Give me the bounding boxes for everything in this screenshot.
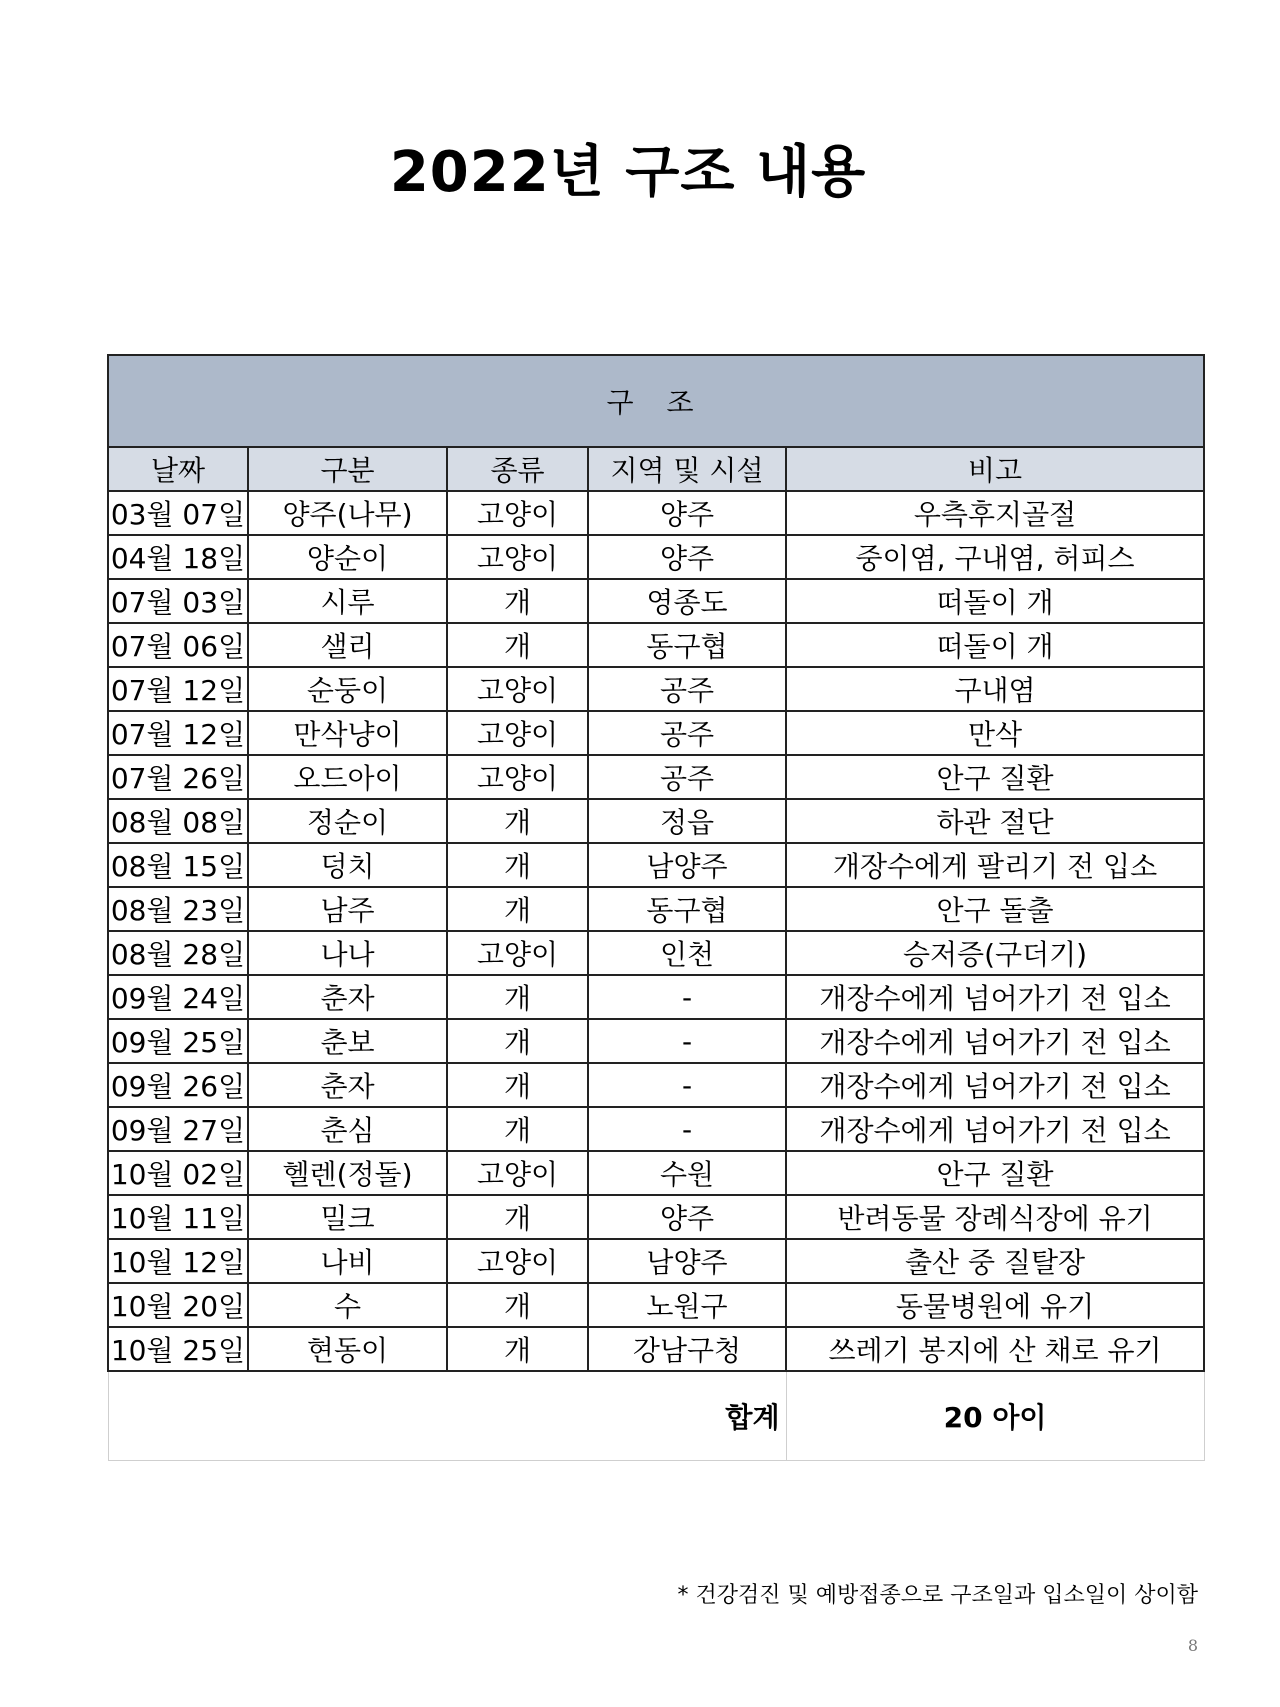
cell-location: 양주 — [588, 535, 786, 579]
cell-location: 양주 — [588, 491, 786, 535]
cell-note: 승저증(구더기) — [786, 931, 1204, 975]
table-section-title: 구 조 — [108, 355, 1204, 447]
column-header-location: 지역 및 시설 — [588, 447, 786, 491]
cell-note: 개장수에게 넘어가기 전 입소 — [786, 1063, 1204, 1107]
page-title: 2022년 구조 내용 — [389, 140, 867, 205]
cell-species: 고양이 — [447, 1151, 588, 1195]
cell-note: 개장수에게 팔리기 전 입소 — [786, 843, 1204, 887]
cell-note: 떠돌이 개 — [786, 579, 1204, 623]
cell-name: 양주(나무) — [248, 491, 447, 535]
cell-date: 10월 02일 — [108, 1151, 248, 1195]
cell-note: 개장수에게 넘어가기 전 입소 — [786, 975, 1204, 1019]
cell-date: 10월 25일 — [108, 1327, 248, 1371]
cell-location: 인천 — [588, 931, 786, 975]
cell-date: 08월 08일 — [108, 799, 248, 843]
cell-location: 공주 — [588, 755, 786, 799]
cell-name: 춘보 — [248, 1019, 447, 1063]
cell-name: 오드아이 — [248, 755, 447, 799]
cell-species: 개 — [447, 975, 588, 1019]
column-header-note: 비고 — [786, 447, 1204, 491]
cell-species: 개 — [447, 1063, 588, 1107]
cell-date: 08월 23일 — [108, 887, 248, 931]
table-row — [108, 975, 1204, 1019]
cell-name: 양순이 — [248, 535, 447, 579]
cell-location: 동구협 — [588, 623, 786, 667]
cell-name: 정순이 — [248, 799, 447, 843]
table-row — [108, 535, 1204, 579]
cell-note: 출산 중 질탈장 — [786, 1239, 1204, 1283]
cell-species: 고양이 — [447, 1239, 588, 1283]
cell-species: 개 — [447, 1107, 588, 1151]
table-row — [108, 1107, 1204, 1151]
cell-date: 09월 26일 — [108, 1063, 248, 1107]
table-row — [108, 1283, 1204, 1327]
cell-species: 개 — [447, 623, 588, 667]
page-number: 8 — [1187, 1636, 1198, 1655]
cell-note: 중이염, 구내염, 허피스 — [786, 535, 1204, 579]
cell-note: 안구 질환 — [786, 755, 1204, 799]
cell-species: 개 — [447, 1195, 588, 1239]
cell-location: 양주 — [588, 1195, 786, 1239]
cell-name: 만삭냥이 — [248, 711, 447, 755]
cell-species: 고양이 — [447, 535, 588, 579]
table-row — [108, 1195, 1204, 1239]
cell-date: 10월 20일 — [108, 1283, 248, 1327]
cell-location: 남양주 — [588, 1239, 786, 1283]
cell-location: 남양주 — [588, 843, 786, 887]
cell-note: 떠돌이 개 — [786, 623, 1204, 667]
cell-species: 고양이 — [447, 667, 588, 711]
cell-location: 노원구 — [588, 1283, 786, 1327]
table-row — [108, 1239, 1204, 1283]
table-row — [108, 1151, 1204, 1195]
cell-name: 남주 — [248, 887, 447, 931]
cell-note: 우측후지골절 — [786, 491, 1204, 535]
cell-species: 개 — [447, 887, 588, 931]
cell-note: 쓰레기 봉지에 산 채로 유기 — [786, 1327, 1204, 1371]
column-header-species: 종류 — [447, 447, 588, 491]
cell-name: 샐리 — [248, 623, 447, 667]
cell-date: 10월 11일 — [108, 1195, 248, 1239]
cell-date: 07월 12일 — [108, 711, 248, 755]
table-row — [108, 931, 1204, 975]
cell-species: 개 — [447, 843, 588, 887]
cell-note: 개장수에게 넘어가기 전 입소 — [786, 1019, 1204, 1063]
cell-location: - — [588, 975, 786, 1019]
table-row — [108, 1327, 1204, 1371]
cell-date: 09월 25일 — [108, 1019, 248, 1063]
cell-name: 밀크 — [248, 1195, 447, 1239]
column-header-name: 구분 — [248, 447, 447, 491]
cell-date: 10월 12일 — [108, 1239, 248, 1283]
cell-species: 고양이 — [447, 711, 588, 755]
cell-species: 개 — [447, 1283, 588, 1327]
cell-note: 안구 돌출 — [786, 887, 1204, 931]
table-row — [108, 1019, 1204, 1063]
cell-date: 04월 18일 — [108, 535, 248, 579]
cell-name: 나나 — [248, 931, 447, 975]
table-row — [108, 711, 1204, 755]
cell-name: 시루 — [248, 579, 447, 623]
cell-date: 07월 06일 — [108, 623, 248, 667]
rescue-table — [107, 354, 1205, 1461]
cell-note: 만삭 — [786, 711, 1204, 755]
table-row — [108, 491, 1204, 535]
cell-name: 덩치 — [248, 843, 447, 887]
cell-note: 구내염 — [786, 667, 1204, 711]
cell-name: 나비 — [248, 1239, 447, 1283]
cell-location: 강남구청 — [588, 1327, 786, 1371]
cell-location: 공주 — [588, 667, 786, 711]
cell-species: 고양이 — [447, 931, 588, 975]
cell-date: 03월 07일 — [108, 491, 248, 535]
cell-name: 헬렌(정돌) — [248, 1151, 447, 1195]
cell-date: 07월 12일 — [108, 667, 248, 711]
cell-location: 수원 — [588, 1151, 786, 1195]
cell-species: 고양이 — [447, 755, 588, 799]
cell-name: 현동이 — [248, 1327, 447, 1371]
table-row — [108, 579, 1204, 623]
cell-name: 수 — [248, 1283, 447, 1327]
cell-location: - — [588, 1063, 786, 1107]
footnote: * 건강검진 및 예방접종으로 구조일과 입소일이 상이함 — [677, 1583, 1198, 1608]
cell-species: 개 — [447, 579, 588, 623]
cell-date: 07월 26일 — [108, 755, 248, 799]
table-row — [108, 755, 1204, 799]
cell-location: 정읍 — [588, 799, 786, 843]
table-row — [108, 623, 1204, 667]
cell-date: 09월 24일 — [108, 975, 248, 1019]
cell-location: 공주 — [588, 711, 786, 755]
table-row — [108, 843, 1204, 887]
cell-species: 개 — [447, 1019, 588, 1063]
cell-note: 동물병원에 유기 — [786, 1283, 1204, 1327]
cell-name: 춘심 — [248, 1107, 447, 1151]
cell-name: 춘자 — [248, 975, 447, 1019]
cell-note: 개장수에게 넘어가기 전 입소 — [786, 1107, 1204, 1151]
cell-date: 08월 15일 — [108, 843, 248, 887]
cell-date: 08월 28일 — [108, 931, 248, 975]
cell-location: - — [588, 1019, 786, 1063]
cell-location: 동구협 — [588, 887, 786, 931]
cell-note: 반려동물 장례식장에 유기 — [786, 1195, 1204, 1239]
cell-name: 춘자 — [248, 1063, 447, 1107]
total-label: 합계 — [108, 1371, 786, 1461]
cell-name: 순둥이 — [248, 667, 447, 711]
cell-location: 영종도 — [588, 579, 786, 623]
cell-date: 07월 03일 — [108, 579, 248, 623]
cell-species: 고양이 — [447, 491, 588, 535]
cell-note: 안구 질환 — [786, 1151, 1204, 1195]
table-row — [108, 667, 1204, 711]
cell-species: 개 — [447, 799, 588, 843]
table-row — [108, 887, 1204, 931]
column-header-date: 날짜 — [108, 447, 248, 491]
table-row — [108, 1063, 1204, 1107]
table-row — [108, 799, 1204, 843]
cell-location: - — [588, 1107, 786, 1151]
cell-note: 하관 절단 — [786, 799, 1204, 843]
cell-species: 개 — [447, 1327, 588, 1371]
cell-date: 09월 27일 — [108, 1107, 248, 1151]
total-value: 20 아이 — [786, 1371, 1204, 1461]
